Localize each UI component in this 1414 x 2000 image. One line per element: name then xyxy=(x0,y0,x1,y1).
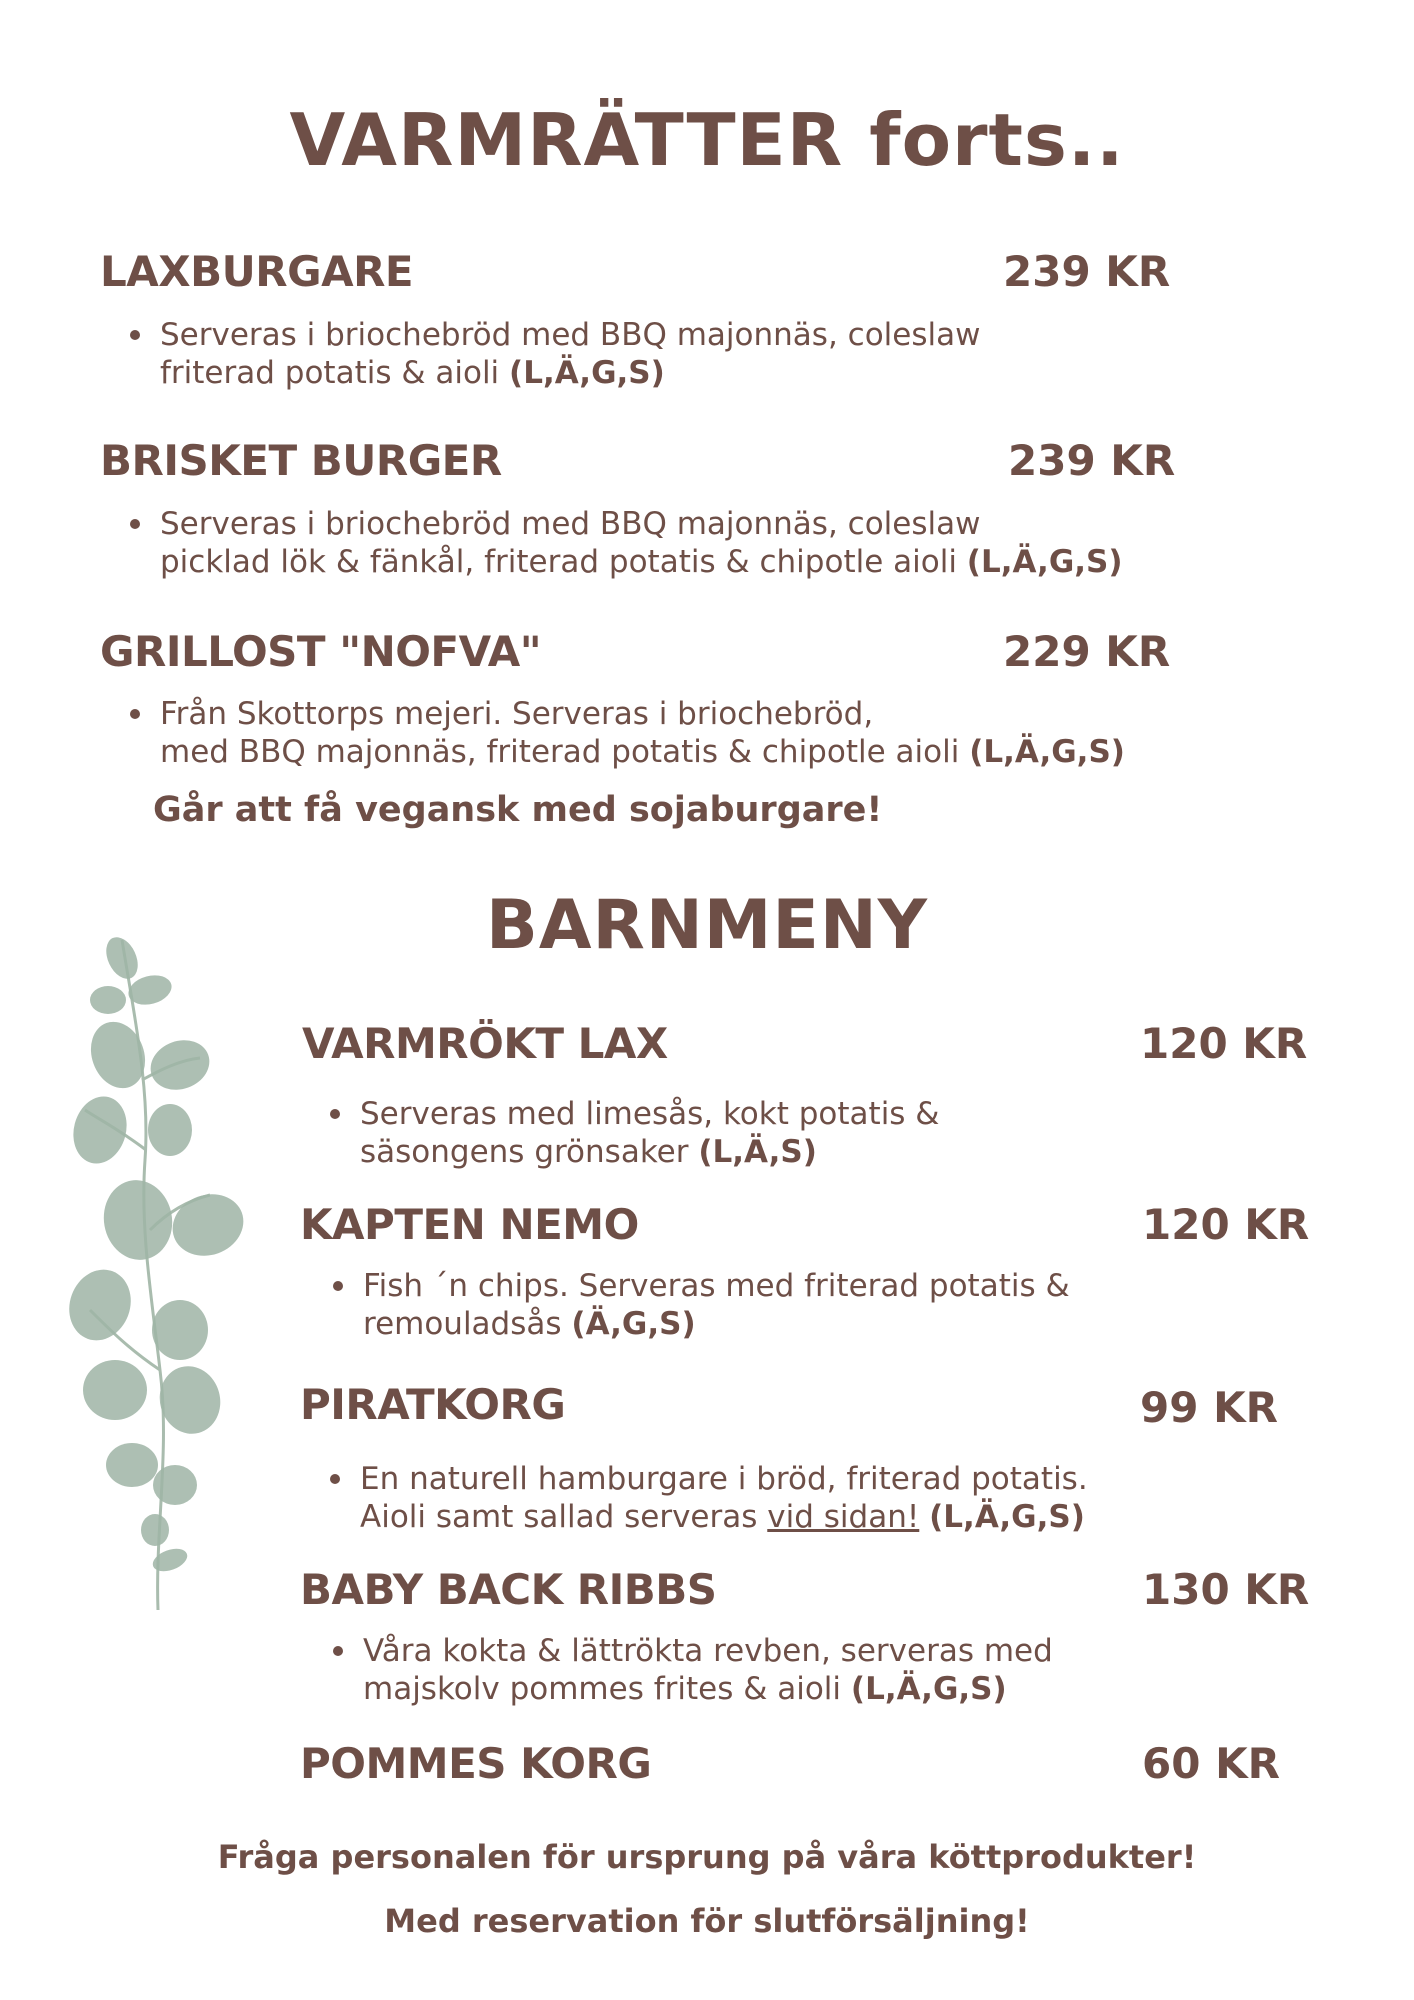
description-line: remouladsås xyxy=(363,1306,562,1342)
eucalyptus-branch-icon xyxy=(60,930,260,1610)
item-price-baby-back-ribbs: 130 KR xyxy=(1142,1565,1310,1614)
description-line: Serveras med limesås, kokt potatis & xyxy=(360,1096,940,1132)
item-description xyxy=(160,505,1123,581)
item-name-brisket-burger: BRISKET BURGER xyxy=(100,436,502,485)
item-name-piratkorg: PIRATKORG xyxy=(300,1380,566,1429)
item-name-kapten-nemo: KAPTEN NEMO xyxy=(300,1200,639,1249)
bullet-icon xyxy=(333,1646,343,1656)
bullet-icon xyxy=(130,519,140,529)
bullet-icon xyxy=(333,1281,343,1291)
description-line: friterad potatis & aioli xyxy=(160,355,500,391)
item-price-piratkorg: 99 KR xyxy=(1140,1383,1278,1432)
allergen-codes: (L,Ä,G,S) xyxy=(969,734,1125,770)
page-title: VARMRÄTTER forts.. xyxy=(289,98,1125,182)
bullet-icon xyxy=(330,1474,340,1484)
vegan-note: Går att få vegansk med sojaburgare! xyxy=(153,790,883,830)
description-line: Serveras i briochebröd med BBQ majonnäs, coleslaw xyxy=(160,317,981,353)
item-description xyxy=(160,316,980,392)
item-price-grillost-nofva: 229 KR xyxy=(1003,627,1171,676)
item-price-varmrokt-lax: 120 KR xyxy=(1140,1019,1308,1068)
allergen-codes: (Ä,G,S) xyxy=(571,1306,696,1342)
item-name-pommes-korg: POMMES KORG xyxy=(300,1739,652,1788)
underlined-text: vid sidan! xyxy=(767,1499,920,1535)
description-line: Från Skottorps mejeri. Serveras i briochebröd, xyxy=(160,696,874,732)
item-name-grillost-nofva: GRILLOST "NOFVA" xyxy=(100,627,542,676)
description-line: picklad lök & fänkål, friterad potatis & chipotle aioli xyxy=(160,544,957,580)
allergen-codes: (L,Ä,G,S) xyxy=(509,355,665,391)
item-price-brisket-burger: 239 KR xyxy=(1008,436,1176,485)
description-line: med BBQ majonnäs, friterad potatis & chipotle aioli xyxy=(160,734,960,770)
item-description xyxy=(360,1095,939,1171)
allergen-codes: (L,Ä,G,S) xyxy=(850,1671,1007,1707)
footer-reservation-note: Med reservation för slutförsäljning! xyxy=(384,1902,1030,1940)
item-price-pommes-korg: 60 KR xyxy=(1142,1739,1280,1788)
item-description xyxy=(363,1632,1053,1708)
description-line: majskolv pommes frites & aioli xyxy=(363,1671,842,1707)
description-line: säsongens grönsaker xyxy=(360,1134,689,1170)
bullet-icon xyxy=(330,1109,340,1119)
footer-origin-note: Fråga personalen för ursprung på våra köttprodukter! xyxy=(217,1838,1197,1876)
item-price-laxburgare: 239 KR xyxy=(1003,247,1171,296)
bullet-icon xyxy=(130,330,140,340)
bullet-icon xyxy=(130,709,140,719)
item-name-varmrokt-lax: VARMRÖKT LAX xyxy=(302,1019,668,1068)
allergen-codes: (L,Ä,G,S) xyxy=(929,1499,1085,1535)
description-line: Aioli samt sallad serveras xyxy=(360,1499,758,1535)
description-line: Våra kokta & lättrökta revben, serveras med xyxy=(363,1633,1053,1669)
item-description xyxy=(160,695,1125,771)
item-description xyxy=(360,1460,1088,1536)
section-title-barnmeny: BARNMENY xyxy=(486,886,928,965)
item-name-laxburgare: LAXBURGARE xyxy=(100,247,414,296)
allergen-codes: (L,Ä,G,S) xyxy=(966,544,1123,580)
allergen-codes: (L,Ä,S) xyxy=(698,1134,817,1170)
item-price-kapten-nemo: 120 KR xyxy=(1142,1200,1310,1249)
description-line: En naturell hamburgare i bröd, friterad potatis. xyxy=(360,1461,1088,1497)
item-description xyxy=(363,1267,1070,1343)
item-name-baby-back-ribbs: BABY BACK RIBBS xyxy=(300,1565,717,1614)
description-line: Fish ´n chips. Serveras med friterad potatis & xyxy=(363,1268,1070,1304)
description-line: Serveras i briochebröd med BBQ majonnäs, coleslaw xyxy=(160,506,981,542)
